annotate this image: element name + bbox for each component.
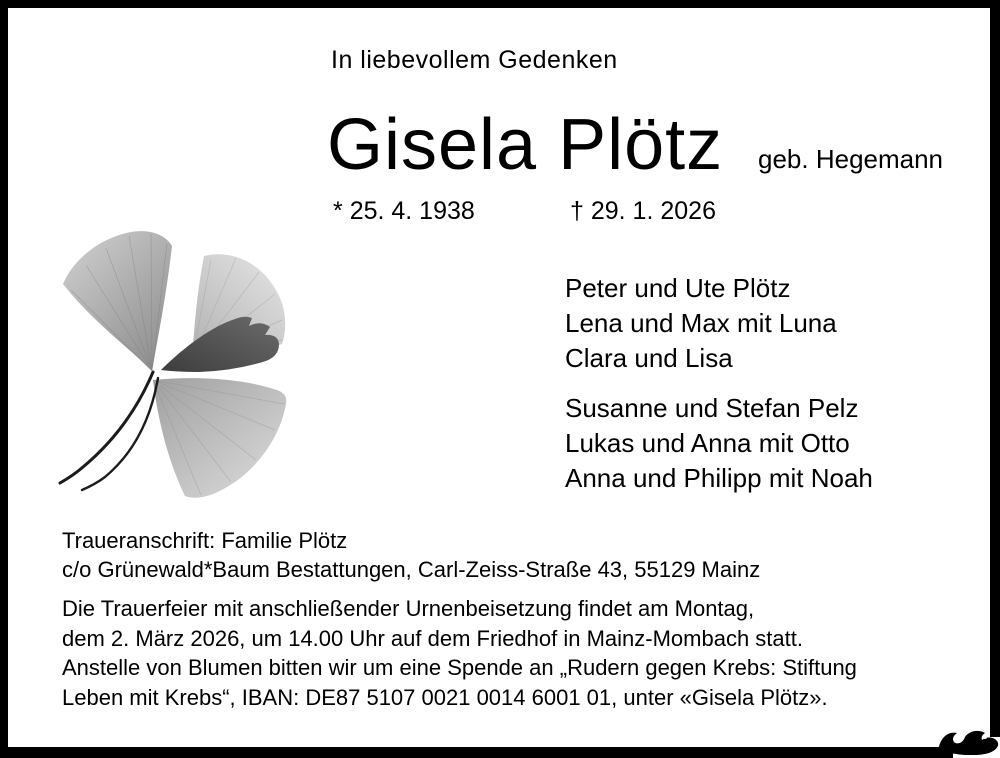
deceased-name: Gisela Plötz <box>327 105 724 185</box>
frame-border-top <box>0 0 1000 8</box>
funeral-info-line: Leben mit Krebs“, IBAN: DE87 5107 0021 0014 6001 01, unter «Gisela Plötz». <box>62 684 828 710</box>
mourner-line: Lukas und Anna mit Otto <box>565 428 850 458</box>
birth-star-symbol: * <box>333 197 343 225</box>
maiden-name: geb. Hegemann <box>758 144 944 174</box>
ginkgo-leaf-image <box>50 220 292 510</box>
birth-date-value: 25. 4. 1938 <box>349 197 475 225</box>
address-line-1: Traueranschrift: Familie Plötz <box>62 528 348 553</box>
funeral-information <box>62 594 857 712</box>
death-cross-symbol: † <box>570 197 584 225</box>
mourner-line: Anna und Philipp mit Noah <box>565 463 873 493</box>
frame-border-right <box>990 0 1000 737</box>
mourner-line: Susanne und Stefan Pelz <box>565 393 859 423</box>
mourners-group-1 <box>565 271 837 376</box>
mourning-address <box>62 526 760 584</box>
mourner-line: Peter und Ute Plötz <box>565 273 791 303</box>
death-date-value: 29. 1. 2026 <box>590 197 716 225</box>
funeral-info-line: Anstelle von Blumen bitten wir um eine Spende an „Rudern gegen Krebs: Stiftung <box>62 655 857 680</box>
mourner-line: Lena und Max mit Luna <box>565 308 837 338</box>
funeral-info-line: Die Trauerfeier mit anschließender Urnenbeisetzung findet am Montag, <box>62 596 755 621</box>
memorial-header: In liebevollem Gedenken <box>331 46 618 74</box>
frame-border-bottom <box>0 747 953 758</box>
mourners-group-2 <box>565 391 873 496</box>
address-line-2: c/o Grünewald*Baum Bestattungen, Carl-Zeiss-Straße 43, 55129 Mainz <box>62 557 761 582</box>
death-date <box>570 197 716 226</box>
corner-flourish-ornament <box>938 728 1000 755</box>
funeral-info-line: dem 2. März 2026, um 14.00 Uhr auf dem Friedhof in Mainz-Mombach statt. <box>62 625 803 651</box>
birth-date <box>333 197 475 226</box>
frame-border-left <box>0 0 8 758</box>
mourner-line: Clara und Lisa <box>565 343 733 373</box>
